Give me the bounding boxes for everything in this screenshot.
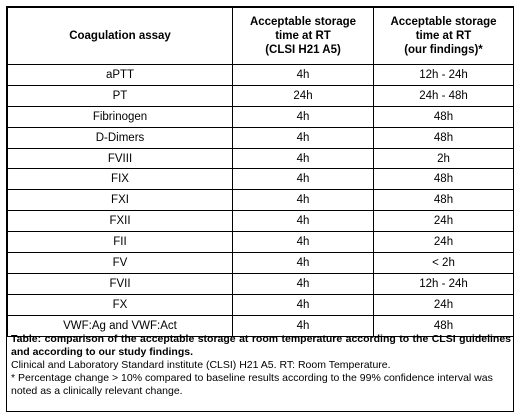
table-frame xyxy=(6,6,514,412)
cell-ours: 48h xyxy=(374,106,514,127)
cell-ours: < 2h xyxy=(374,253,514,274)
header-ours-line-1: Acceptable storage xyxy=(390,16,497,28)
cell-ours: 12h - 24h xyxy=(374,273,514,294)
cell-clsi: 4h xyxy=(233,315,374,336)
cell-assay: VWF:Ag and VWF:Act xyxy=(8,315,233,336)
cell-ours: 24h - 48h xyxy=(374,85,514,106)
table-row xyxy=(8,127,514,148)
cell-clsi: 4h xyxy=(233,253,374,274)
cell-assay: aPTT xyxy=(8,65,233,86)
cell-ours: 24h xyxy=(374,211,514,232)
cell-assay: PT xyxy=(8,85,233,106)
cell-ours: 2h xyxy=(374,148,514,169)
header-ours-line-3: (our findings)* xyxy=(404,44,483,56)
cell-assay: FX xyxy=(8,294,233,315)
table-row xyxy=(8,294,514,315)
cell-clsi: 4h xyxy=(233,169,374,190)
cell-assay: D-Dimers xyxy=(8,127,233,148)
cell-assay: FXII xyxy=(8,211,233,232)
cell-ours: 12h - 24h xyxy=(374,65,514,86)
table-row xyxy=(8,148,514,169)
cell-assay: Fibrinogen xyxy=(8,106,233,127)
cell-clsi: 4h xyxy=(233,65,374,86)
cell-assay: FXI xyxy=(8,190,233,211)
cell-clsi: 24h xyxy=(233,85,374,106)
table-row xyxy=(8,85,514,106)
caption-footnote: * Percentage change > 10% compared to baseline results according to the 99% confidence interval was noted as a clinically relevant change. xyxy=(11,372,493,397)
cell-ours: 24h xyxy=(374,232,514,253)
storage-time-table xyxy=(7,7,514,337)
cell-ours: 48h xyxy=(374,190,514,211)
cell-assay: FII xyxy=(8,232,233,253)
header-our-findings-storage-time xyxy=(374,8,514,65)
header-clsi-line-3: (CLSI H21 A5) xyxy=(265,44,341,56)
cell-clsi: 4h xyxy=(233,190,374,211)
cell-clsi: 4h xyxy=(233,273,374,294)
cell-ours: 48h xyxy=(374,127,514,148)
table-row xyxy=(8,211,514,232)
table-row xyxy=(8,65,514,86)
cell-assay: FVIII xyxy=(8,148,233,169)
table-row xyxy=(8,232,514,253)
cell-clsi: 4h xyxy=(233,211,374,232)
table-row xyxy=(8,190,514,211)
table-row xyxy=(8,253,514,274)
header-coagulation-assay: Coagulation assay xyxy=(8,8,233,65)
cell-assay: FV xyxy=(8,253,233,274)
cell-ours: 48h xyxy=(374,169,514,190)
cell-clsi: 4h xyxy=(233,127,374,148)
header-clsi-line-1: Acceptable storage xyxy=(249,16,357,28)
table-row xyxy=(8,169,514,190)
cell-clsi: 4h xyxy=(233,294,374,315)
cell-ours: 24h xyxy=(374,294,514,315)
cell-assay: FVII xyxy=(8,273,233,294)
header-clsi-storage-time xyxy=(233,8,374,65)
table-row xyxy=(8,106,514,127)
table-caption xyxy=(11,333,511,398)
cell-assay: FIX xyxy=(8,169,233,190)
table-row xyxy=(8,273,514,294)
header-ours-line-2: time at RT xyxy=(415,30,472,42)
cell-clsi: 4h xyxy=(233,106,374,127)
caption-title: Table: comparison of the acceptable storage at room temperature according to the CLSI guidelines and according to our study findings. xyxy=(11,333,511,358)
header-clsi-line-2: time at RT xyxy=(275,30,331,42)
cell-clsi: 4h xyxy=(233,232,374,253)
cell-clsi: 4h xyxy=(233,148,374,169)
caption-abbreviations: Clinical and Laboratory Standard institute (CLSI) H21 A5. RT: Room Temperature. xyxy=(11,359,391,371)
cell-ours: 48h xyxy=(374,315,514,336)
table-header-row xyxy=(8,8,514,65)
